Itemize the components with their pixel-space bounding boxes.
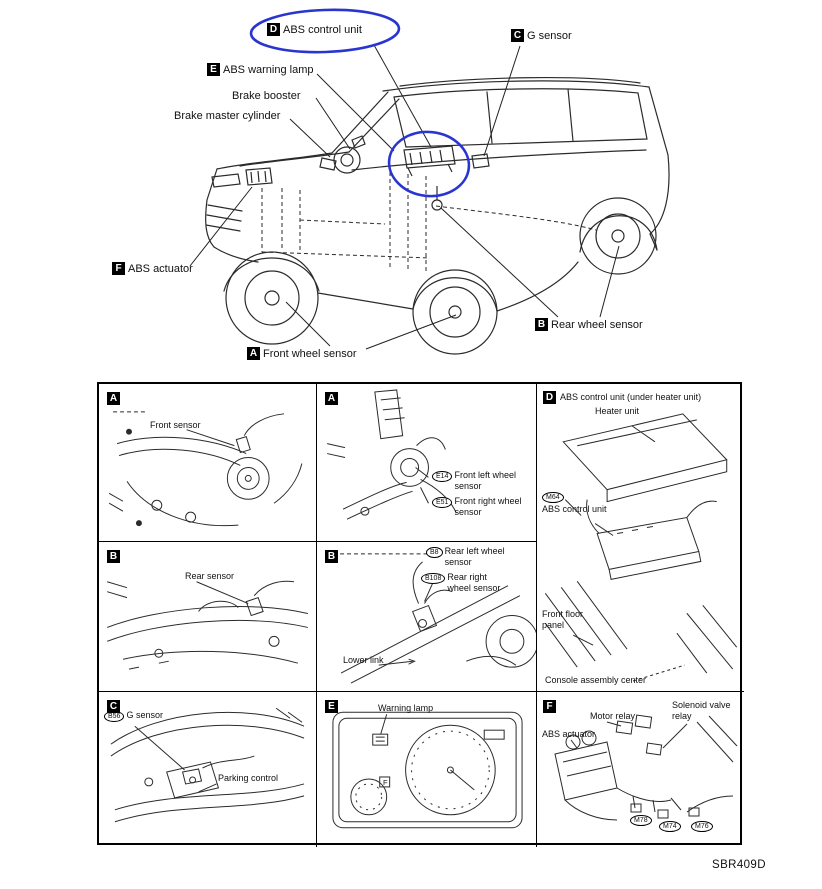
vehicle-overview-diagram: [0, 0, 822, 380]
callout-label: Rear right wheel sensor: [447, 572, 501, 593]
panel-b-rear-wheel-sensors: [317, 542, 537, 692]
callout-label: Brake master cylinder: [174, 110, 281, 122]
callout-front-wheel-sensor: [247, 347, 357, 360]
abs-control-unit-label: ABS control unit: [542, 504, 607, 514]
panel-d-abs-control-unit: [537, 384, 744, 692]
callout-brake-master-cylinder: [174, 110, 280, 122]
callout-abs-warning-lamp: [207, 63, 314, 76]
panel-a-front-wheel-sensors: [317, 384, 537, 542]
connector-code: B108: [421, 573, 445, 584]
panel-badge: D: [543, 391, 556, 404]
badge-f-icon: F: [112, 262, 125, 275]
callout-brake-booster: [232, 90, 300, 102]
solenoid-valve-relay-label: Solenoid valve relay: [672, 700, 731, 721]
callout-label: Brake booster: [232, 90, 301, 102]
motor-relay-label: Motor relay: [590, 711, 636, 721]
callout-label: ABS control unit: [283, 23, 362, 36]
lower-link-label: Lower link: [343, 655, 384, 665]
rear-sensor-line-art: [99, 542, 316, 691]
callout-label: Rear wheel sensor: [551, 318, 643, 331]
front-sensor-line-art: [99, 384, 316, 541]
callout-label: G sensor: [527, 29, 572, 42]
connector-code: M64: [542, 492, 564, 503]
connector-code: M76: [691, 821, 713, 832]
badge-d-icon: D: [267, 23, 280, 36]
panel-badge: A: [325, 392, 338, 405]
panel-a-front-sensor: [99, 384, 317, 542]
badge-e-icon: E: [207, 63, 220, 76]
front-left-wheel-sensor-callout: [432, 470, 526, 492]
connector-code: B56: [104, 711, 124, 722]
handwritten-circle-annotation: [250, 7, 472, 200]
harness-dashed-lines: [262, 172, 596, 272]
badge-a-icon: A: [247, 347, 260, 360]
fuel-gauge-f-label: F: [383, 778, 388, 787]
rear-right-wheel-sensor-callout: [421, 572, 511, 594]
callout-label: Front wheel sensor: [263, 347, 357, 360]
callout-abs-actuator: [112, 262, 193, 275]
callout-label: ABS warning lamp: [223, 63, 314, 76]
callout-label: ABS actuator: [128, 262, 193, 275]
panel-title: ABS control unit (under heater unit): [560, 392, 702, 402]
abs-control-unit-line-art: [537, 384, 744, 691]
panel-badge: F: [543, 700, 556, 713]
callout-label: Front left wheel sensor: [454, 470, 516, 491]
connector-m74: [659, 820, 681, 832]
engine-bay-components: [246, 146, 489, 210]
heater-unit-label: Heater unit: [595, 406, 640, 416]
detail-grid: [97, 382, 742, 845]
connector-code: B8: [426, 547, 443, 558]
connector-m76: [691, 820, 713, 832]
panel-f-abs-actuator: [537, 692, 744, 847]
badge-b-icon: B: [535, 318, 548, 331]
callout-g-sensor: [511, 29, 572, 42]
figure-code: SBR409D: [712, 859, 766, 871]
panel-e-warning-lamp: [317, 692, 537, 847]
connector-m78: [630, 814, 652, 826]
connector-code: E51: [432, 497, 452, 508]
callout-label: Rear left wheel sensor: [444, 546, 505, 567]
abs-control-unit-callout: [542, 491, 564, 503]
panel-badge: A: [107, 392, 120, 405]
callout-abs-control-unit: [267, 23, 362, 36]
warning-lamp-label: Warning lamp: [378, 703, 434, 713]
console-assembly-label: Console assembly center: [545, 675, 647, 685]
connector-code: M74: [659, 821, 681, 832]
panel-b-rear-sensor: [99, 542, 317, 692]
abs-actuator-label: ABS actuator: [542, 729, 596, 739]
rear-left-wheel-sensor-callout: [426, 546, 509, 568]
front-sensor-label: Front sensor: [150, 420, 201, 430]
badge-c-icon: C: [511, 29, 524, 42]
vehicle-line-art: [0, 0, 822, 380]
panel-badge: C: [107, 700, 120, 713]
panel-c-g-sensor: [99, 692, 317, 847]
front-floor-panel-label: Front floor panel: [542, 609, 584, 630]
callout-rear-wheel-sensor: [535, 318, 643, 331]
rear-sensor-label: Rear sensor: [185, 571, 235, 581]
panel-badge: E: [325, 700, 338, 713]
callout-label: G sensor: [126, 710, 163, 720]
connector-code: M78: [630, 815, 652, 826]
connector-code: E14: [432, 471, 452, 482]
parking-control-label: Parking control: [218, 773, 279, 783]
front-right-wheel-sensor-callout: [432, 496, 526, 518]
panel-badge: B: [325, 550, 338, 563]
panel-badge: B: [107, 550, 120, 563]
callout-label: Front right wheel sensor: [454, 496, 522, 517]
instrument-cluster-line-art: [317, 692, 536, 847]
